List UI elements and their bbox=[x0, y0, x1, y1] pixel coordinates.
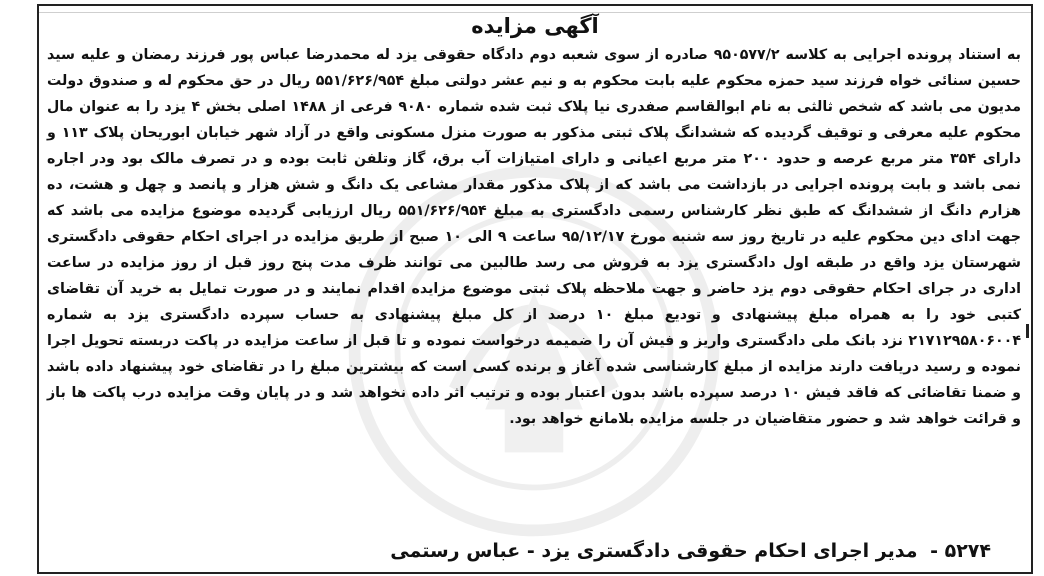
notice-body: به استناد پرونده اجرایی به کلاسه ۹۵۰۵۷۷/۲ صادره از سوی شعبه دوم دادگاه حقوقی یزد له محمدرضا عباس پور فرزند رمضان و علیه سید حسین سنائی خواه فرزند سید حمزه محکوم علیه بابت محکوم به و نیم عشر دولتی مبلغ ۵۵۱/۶۲۶/۹۵۴ ریال در حق محکوم له و صندوق دولت مدیون می باشد که شخص ثالثی به نام ابوالقاسم صفدری نیا پلاک ثبت شده شماره ۹۰۸۰ فرعی از ۱۴۸۸ اصلی بخش ۴ یزد را به عنوان مال محکوم علیه معرفی و توقیف گردیده که ششدانگ پلاک ثبتی مذکور به صورت منزل مسکونی واقع در آزاد شهر خیابان ابوریحان پلاک ۱۱۳ و دارای ۳۵۴ متر مربع عرصه و حدود ۲۰۰ متر مربع اعیانی و دارای امتیازات آب برق، گاز وتلفن ثابت بوده و در تصرف مالک بود ودر اجاره نمی باشد و بابت پرونده اجرایی در بازداشت می باشد که از پلاک مذکور مقدار مشاعی یک دانگ و شش هزار و پانصد و چهل و هشت، ده هزارم دانگ از ششدانگ که طبق نظر کارشناس رسمی دادگستری به مبلغ ۵۵۱/۶۲۶/۹۵۴ ریال ارزیابی گردیده موضوع مزایده می باشد که جهت ادای دین محکوم علیه در تاریخ روز سه شنبه مورخ ۹۵/۱۲/۱۷ ساعت ۹ الی ۱۰ صبح از طریق مزایده در اجرای احکام حقوقی دادگستری شهرستان یزد واقع در طبقه اول دادگستری یزد به فروش می رسد طالبین می توانند ظرف مدت پنج روز قبل از روز مزایده در ساعت اداری در جرای احکام حقوقی دوم یزد حاضر و جهت ملاحظه پلاک ثبتی موضوع مزایده اقدام نمایند و در صورت تمایل به خرید آن تقاضای کتبی خود را به همراه مبلغ پیشنهادی و تودیع مبلغ ۱۰ درصد از کل مبلغ پیشنهادی به حساب سپرده دادگستری یزد به شماره ۲۱۷۱۲۹۵۸۰۶۰۰۴ نزد بانک ملی دادگستری واریز و فیش آن را ضمیمه درخواست نموده و تا قبل از ساعت مزایده در پاکت دربسته تحویل اجرا نموده و رسید دریافت دارند مزایده از مبلغ کارشناسی شده آغاز و برنده کسی است که بیشترین مبلغ را در تقاضای خود پیشنهاد داده باشد و ضمنا تقاضائی که فاقد فیش ۱۰ درصد سپرده باشد بدون اعتبار بوده و ترتیب اثر داده نخواهد شد و در پایان وقت مزایده درب پاکت ها باز و قرائت خواهد شد و حضور متقاضیان در جلسه مزایده بلامانع خواهد بود. bbox=[47, 47, 1021, 427]
auction-notice bbox=[37, 4, 1033, 574]
notice-footer bbox=[390, 536, 991, 566]
side-marker bbox=[1026, 324, 1029, 338]
notice-code: ۵۲۷۴ - bbox=[930, 540, 991, 562]
notice-signature: مدیر اجرای احکام حقوقی دادگستری یزد - عباس رستمی bbox=[390, 540, 918, 562]
notice-title: آگهی مزایده bbox=[471, 14, 599, 38]
